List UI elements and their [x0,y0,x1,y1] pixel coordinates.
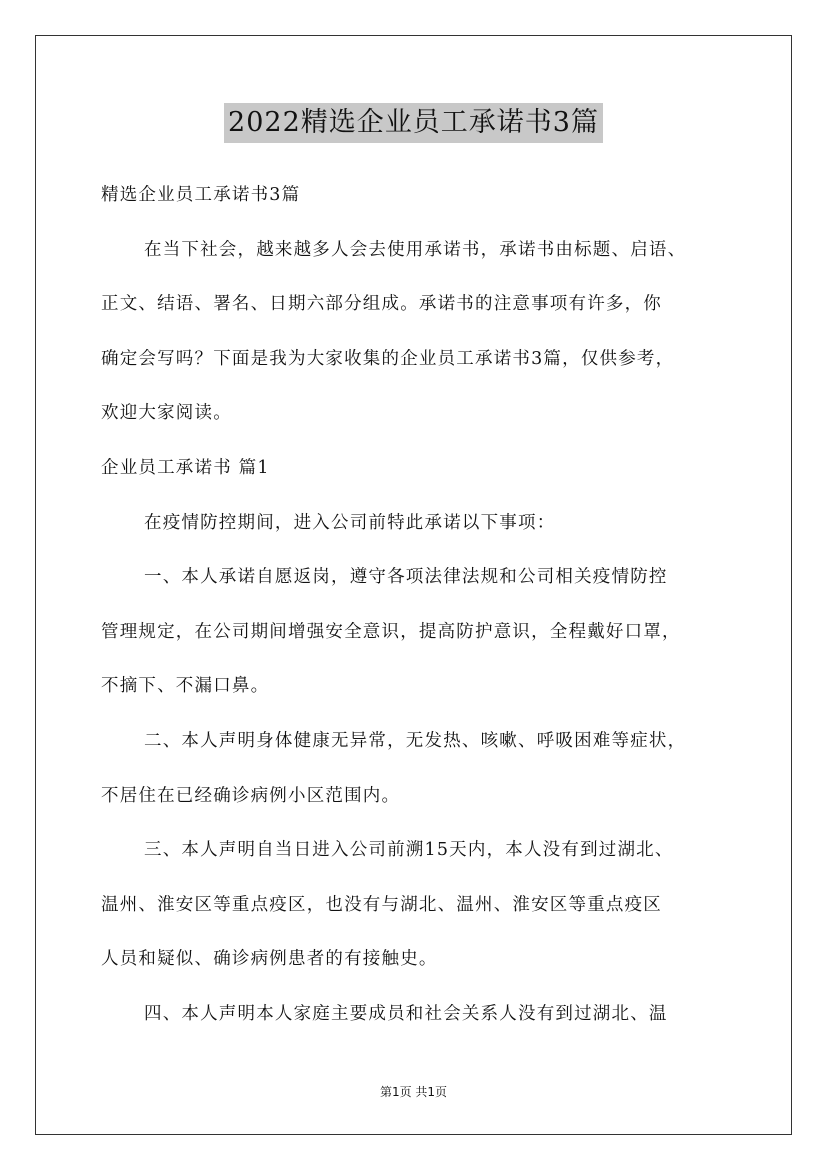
page-footer: 第1页 共1页 [379,1085,448,1099]
paragraph-line: 温州、淮安区等重点疫区，也没有与湖北、温州、淮安区等重点疫区 [101,894,662,915]
paragraph-line: 在疫情防控期间，进入公司前特此承诺以下事项： [144,512,556,533]
paragraph-line: 正文、结语、署名、日期六部分组成。承诺书的注意事项有许多，你 [101,294,662,315]
paragraph-line: 四、本人声明本人家庭主要成员和社会关系人没有到过湖北、温 [144,1003,668,1024]
subtitle-line: 精选企业员工承诺书3篇 [101,185,301,205]
paragraph-line: 不居住在已经确诊病例小区范围内。 [101,785,401,806]
paragraph-line: 确定会写吗？下面是我为大家收集的企业员工承诺书3篇，仅供参考， [101,348,675,369]
document-title: 2022精选企业员工承诺书3篇 [224,103,603,143]
paragraph-line: 不摘下、不漏口鼻。 [101,676,270,697]
section-heading: 企业员工承诺书 篇1 [101,457,270,478]
paragraph-line: 三、本人声明自当日进入公司前溯15天内，本人没有到过湖北、 [144,840,674,861]
paragraph-line: 管理规定，在公司期间增强安全意识，提高防护意识，全程戴好口罩， [101,621,681,642]
paragraph-line: 人员和疑似、确诊病例患者的有接触史。 [101,949,438,970]
paragraph-line: 一、本人承诺自愿返岗，遵守各项法律法规和公司相关疫情防控 [144,567,668,588]
document-body [101,168,751,1042]
paragraph-line: 在当下社会，越来越多人会去使用承诺书，承诺书由标题、启语、 [144,239,687,260]
title-container [0,103,827,143]
paragraph-line: 欢迎大家阅读。 [101,403,232,424]
paragraph-line: 二、本人声明身体健康无异常，无发热、咳嗽、呼吸困难等症状， [144,730,687,751]
